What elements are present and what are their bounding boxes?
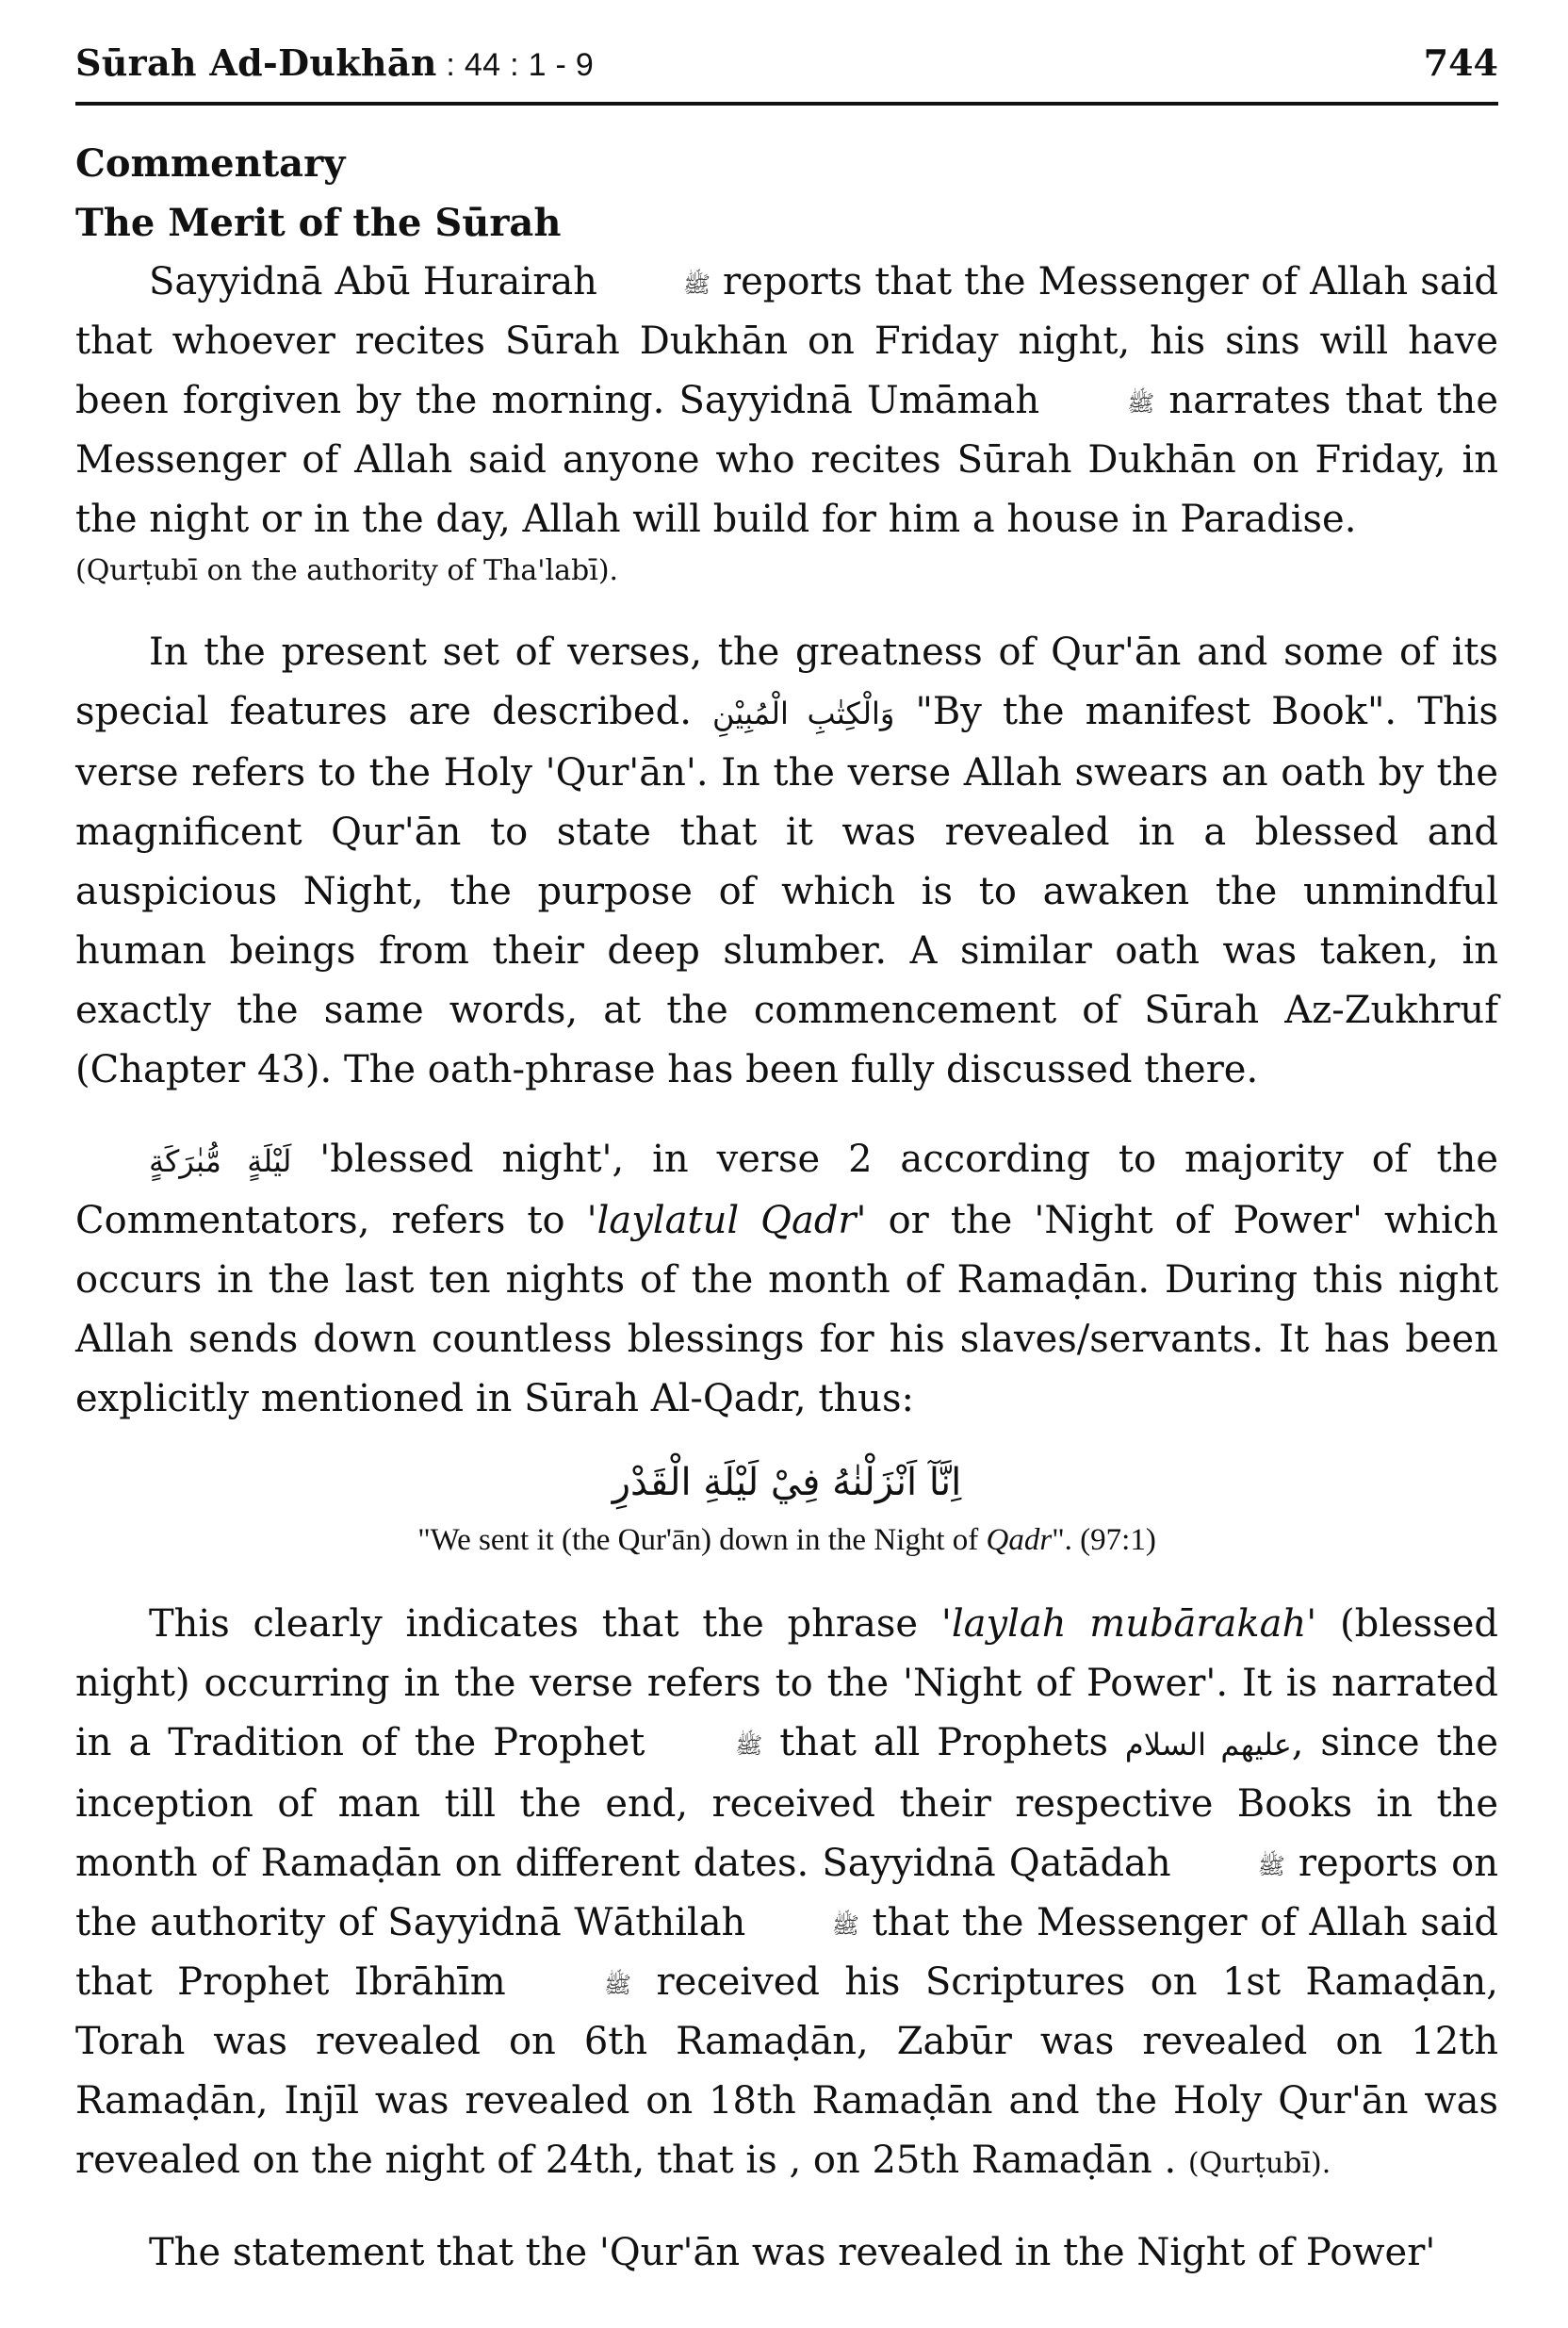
text-run: that the Messenger of Allah said that Prophet Ibrāhīm xyxy=(75,1901,1499,2004)
paragraph-statement xyxy=(75,2223,1498,2283)
arabic-phrase: وَالْكِتٰبِ الْمُبِيْنِ xyxy=(712,696,895,731)
section-heading-commentary: Commentary xyxy=(75,141,346,186)
text-run: that all Prophets xyxy=(762,1721,1125,1764)
quranic-verse xyxy=(75,1450,1498,1565)
running-head-reference: : 44 : 1 - 9 xyxy=(436,47,595,83)
honorific-icon: ﷺ xyxy=(1127,390,1155,417)
honorific-icon: ﷺ xyxy=(604,1972,632,1998)
text-run: reports on the authority of Sayyidnā Wāthilah xyxy=(75,1842,1498,1944)
page-number: 744 xyxy=(1423,41,1498,84)
text-run: The statement that the 'Qur'ān was revealed in the Night of Power' xyxy=(149,2231,1436,2274)
text-run: ". (97:1) xyxy=(1052,1523,1156,1557)
text-run: narrates that the Messenger of Allah said anyone who recites Sūrah Dukhān on Friday, in the night or in the day, Allah will build for him a house in Paradise. xyxy=(75,379,1498,541)
page-body xyxy=(75,134,1498,2283)
arabic-phrase: لَيْلَةٍ مُّبٰرَكَةٍ xyxy=(149,1143,292,1179)
paragraph-merit xyxy=(75,253,1498,593)
text-run: In the present set of verses, the greatness of Qur'ān and some of its special features are described. xyxy=(75,631,1498,733)
arabic-phrase: عليهم السلام xyxy=(1124,1727,1292,1762)
paragraph-night-of-power xyxy=(75,1595,1498,2193)
source-citation: (Qurṭubī on the authority of Tha'labī). xyxy=(75,554,619,587)
running-head xyxy=(75,41,594,84)
honorific-icon: ﷺ xyxy=(682,271,710,298)
honorific-icon: ﷺ xyxy=(1257,1853,1285,1879)
italic-term: 'laylah mubārakah' xyxy=(940,1602,1317,1646)
page-header xyxy=(75,41,1498,100)
text-run: , since the inception of man till the end, received their respective Books in the month of Ramaḍān on different dates. Sayyidnā Qatādah xyxy=(75,1721,1498,1885)
section-heading-merit: The Merit of the Sūrah xyxy=(75,201,562,245)
text-run: received his Scriptures on 1st Ramaḍān, Torah was revealed on 6th Ramaḍān, Zabūr was revealed on 12th Ramaḍān, Injīl was revealed on 18th Ramaḍān and the Holy Qur'ān was revealed on the night of 24th, that is , on 25th Ramaḍān . xyxy=(75,1960,1499,2182)
text-run: "We sent it (the Qur'ān) down in the Night of xyxy=(417,1523,987,1557)
italic-term: 'laylatul Qadr' xyxy=(586,1199,867,1242)
italic-term: Qadr xyxy=(986,1523,1053,1557)
paragraph-blessed-night xyxy=(75,1130,1498,1429)
text-run: 'blessed night', in verse 2 according to majority of the Commentators, refers to xyxy=(75,1138,1499,1242)
header-rule xyxy=(75,102,1498,106)
text-run: (blessed night) occurring in the verse refers to the 'Night of Power'. It is narrated in a Tradition of the Prophet xyxy=(75,1602,1498,1764)
text-run: reports that the Messenger of Allah said that whoever recites Sūrah Dukhān on Friday night, his sins will have been forgiven by the morning. Sayyidnā Umāmah xyxy=(75,260,1498,422)
running-head-title: Sūrah Ad-Dukhān xyxy=(75,41,437,84)
paragraph-present-verses xyxy=(75,623,1498,1100)
text-run: This clearly indicates that the phrase xyxy=(149,1602,941,1646)
text-run: Sayyidnā Abū Hurairah xyxy=(149,260,610,303)
honorific-icon: ﷺ xyxy=(735,1732,763,1759)
source-citation: (Qurṭubī). xyxy=(1187,2147,1331,2180)
verse-arabic: اِنَّآ اَنْزَلْنٰهُ فِيْ لَيْلَةِ الْقَدْرِ xyxy=(612,1461,962,1504)
verse-translation xyxy=(75,1516,1498,1565)
honorific-icon: ﷺ xyxy=(831,1912,859,1939)
text-run: "By the manifest Book". This verse refers to the Holy 'Qur'ān'. In the verse Allah swears an oath by the magnificent Qur'ān to state that it was revealed in a blessed and auspicious Night, the purpose of which is to awaken the unmindful human beings from their deep slumber. A similar oath was taken, in exactly the same words, at the commencement of Sūrah Az-Zukhruf (Chapter 43). The oath-phrase has been fully discussed there. xyxy=(75,690,1499,1091)
text-run: or the 'Night of Power' which occurs in the last ten nights of the month of Ramaḍān. During this night Allah sends down countless blessings for his slaves/servants. It has been explicitly mentioned in Sūrah Al-Qadr, thus: xyxy=(75,1199,1498,1420)
